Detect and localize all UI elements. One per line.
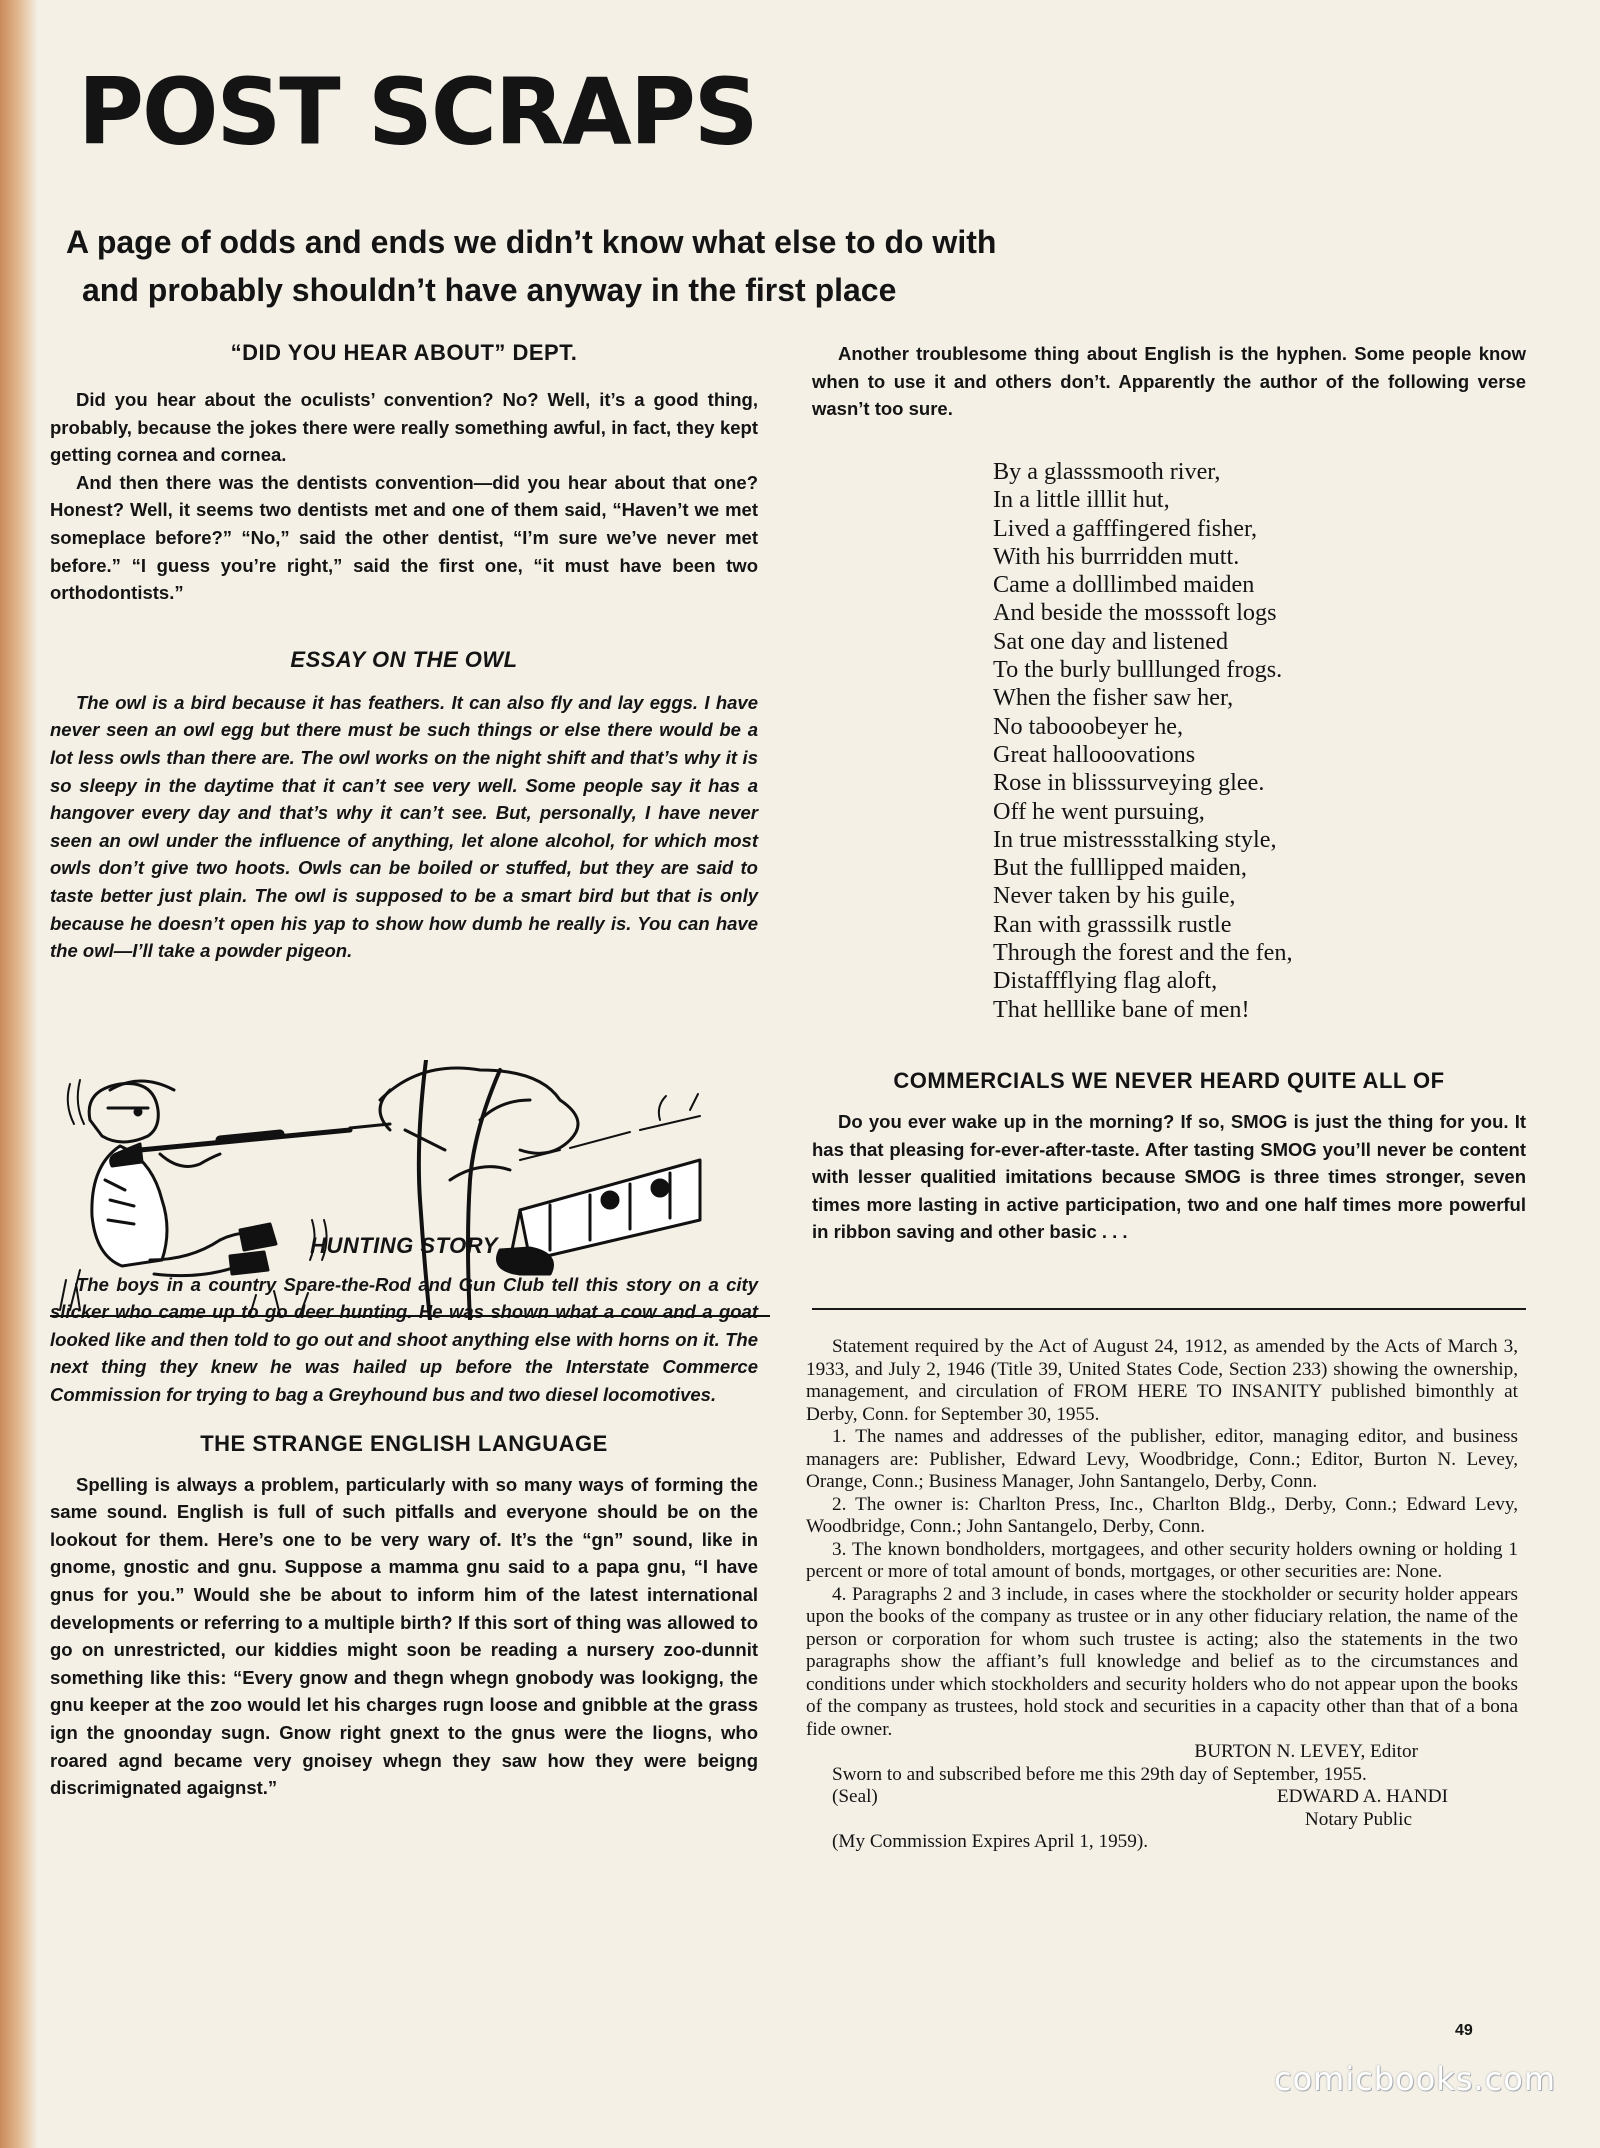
page-edge-shadow xyxy=(0,0,38,2148)
hunting-story: The boys in a country Spare-the-Rod and Gun Club tell this story on a city slicker who came up to go deer hunting. He was shown what a cow and a goat looked like and then told to go out and shoot anything else with horns on it. The next thing they knew he was hailed up before the Interstate Commerce Commission for trying to bag a Greyhound bus and two diesel locomotives. xyxy=(50,1273,758,1406)
poem-line: Great hallooovations xyxy=(993,740,1196,768)
hunting-heading: HUNTING STORY xyxy=(310,1232,498,1258)
statement-item-3: 3. The known bondholders, mortgagees, and other security holders owning or holding 1 percent or more of total amount of bonds, mortgages, or other securities are: None. xyxy=(806,1538,1518,1582)
notary-title: Notary Public xyxy=(1304,1808,1412,1830)
owl-heading: ESSAY ON THE OWL xyxy=(290,646,518,672)
ownership-statement xyxy=(806,1336,1518,1854)
poem-line: Off he went pursuing, xyxy=(993,797,1205,825)
english-essay: Spelling is always a problem, particularly with so many ways of forming the same sound. English is full of such pitfalls and everyone should be on the lookout for them. Here’s one to be very wary of. It’s the “gn” sound, like in gnome, gnostic and gnu. Suppose a mamma gnu said to a papa gnu, “I have gnus for you.” Would she be about to inform him of the latest international developments or referring to a multiple birth? If this sort of thing was allowed to go on unrestricted, our kiddies might soon be reading a nursery zoo-dunnit something like this: “Every gnow and thegn whegn gnobody was lookigng, the gnu keeper at the zoo would let his charges rugn loose and gnibble at the grass ign the gnoonday sugn. Gnow right gnext to the gnus were the liogns, who roared agnd became very gnoisey whegn they saw how they were beigng discrimignated agaignst.” xyxy=(50,1473,758,1799)
hyphen-poem xyxy=(993,458,1453,1024)
poem-line: With his burrridden mutt. xyxy=(993,542,1240,570)
commercials-text: Do you ever wake up in the morning? If so, SMOG is just the thing for you. It has that pleasing for-ever-after-taste. After tasting SMOG you’ll never be content with lesser qualitied imitations because SMOG is three times stronger, seven times more lasting in active participation, two and one half times more powerful in ribbon saving and other basic . . . xyxy=(812,1111,1526,1243)
statement-intro: Statement required by the Act of August 24, 1912, as amended by the Acts of March 3, 1933, and July 2, 1946 (Title 39, United States Code, Section 233) showing the ownership, management, and circulation of FROM HERE TO INSANITY published bimonthly at Derby, Conn. for September 30, 1955. xyxy=(806,1336,1518,1425)
hyphen-intro: Another troublesome thing about English is the hyphen. Some people know when to use it and others don’t. Apparently the author of the following verse wasn’t too sure. xyxy=(812,343,1526,420)
watermark: comicbooks.com xyxy=(1274,2060,1557,2098)
page-number: 49 xyxy=(1455,2022,1473,2039)
page-subtitle xyxy=(66,218,1326,314)
dept-heading: “DID YOU HEAR ABOUT” DEPT. xyxy=(230,340,578,365)
subtitle-line-1: A page of odds and ends we didn’t know what else to do with xyxy=(66,224,997,260)
poem-line: When the fisher saw her, xyxy=(993,684,1234,712)
notary-name: EDWARD A. HANDI xyxy=(1276,1786,1448,1807)
poem-line: Came a dolllimbed maiden xyxy=(993,571,1255,599)
poem-line: Lived a gafffingered fisher, xyxy=(993,514,1258,542)
poem-line: And beside the mosssoft logs xyxy=(993,599,1277,627)
right-column xyxy=(812,340,1526,423)
poem-line: In true mistressstalking style, xyxy=(993,825,1277,853)
section-divider xyxy=(812,1308,1526,1310)
poem-line: In a little illlit hut, xyxy=(993,486,1170,514)
commission-expiry: (My Commission Expires April 1, 1959). xyxy=(832,1831,1149,1852)
subtitle-line-2: and probably shouldn’t have anyway in the first place xyxy=(82,272,897,308)
poem-line: But the fulllipped maiden, xyxy=(993,854,1247,882)
statement-item-4: 4. Paragraphs 2 and 3 include, in cases where the stockholder or security holder appears upon the books of the company as trustee or in any other fiduciary relation, the name of the person or corporation for whom such trustee is acting; also the statements in the two paragraphs show the affiant’s full knowledge and belief as to the circumstances and conditions under which stockholders and security holders who do not appear upon the books of the company as trustees, hold stock and securities in a capacity other than that of a bona fide owner. xyxy=(806,1583,1518,1740)
poem-line: Through the forest and the fen, xyxy=(993,939,1293,967)
poem-line: Ran with grasssilk rustle xyxy=(993,910,1232,938)
poem-line: No tabooobeyer he, xyxy=(993,712,1184,740)
poem-line: Sat one day and listened xyxy=(993,627,1229,655)
poem-line: That helllike bane of men! xyxy=(993,995,1250,1023)
commercials-heading: COMMERCIALS WE NEVER HEARD QUITE ALL OF xyxy=(893,1068,1445,1093)
poem-line: Rose in blisssurveying glee. xyxy=(993,769,1265,797)
statement-item-1: 1. The names and addresses of the publisher, editor, managing editor, and business managers are: Publisher, Edward Levy, Woodbridge, Conn.; Editor, Burton N. Levey, Orange, Conn.; Business Manager, John Santangelo, Derby, Conn. xyxy=(806,1426,1518,1492)
poem-line: To the burly bulllunged frogs. xyxy=(993,656,1283,684)
poem-line: By a glasssmooth river, xyxy=(993,458,1221,485)
dept-paragraph-2: And then there was the dentists convention—did you hear about that one? Honest? Well, it seems two dentists met and one of them said, “Haven’t we met someplace before?” “No,” said the other dentist, “I’m sure we’ve never met before.” “I guess you’re right,” said the first one, “it must have been two orthodontists.” xyxy=(50,471,758,604)
page-title: POST SCRAPS xyxy=(78,58,757,167)
seal-row xyxy=(806,1786,1518,1809)
sworn-statement: Sworn to and subscribed before me this 29th day of September, 1955. xyxy=(832,1763,1367,1785)
editor-signature: BURTON N. LEVEY, Editor xyxy=(1194,1741,1418,1762)
owl-essay: The owl is a bird because it has feathers. It can also fly and lay eggs. I have never seen an owl egg but there must be such things or else there would be a lot less owls than there are. The owl works on the night shift and that’s why it is so sleepy in the daytime that it can’t see very well. Some people say it has a hangover every day and that’s why it can’t see. But, personally, I have never seen an owl under the influence of anything, let alone alcohol, for which most owls don’t give two hoots. Owls can be boiled or stuffed, but they are said to taste better just plain. The owl is supposed to be a smart bird but that is only because he doesn’t open his yap to show how dumb he really is. You can have the owl—I’ll take a powder pigeon. xyxy=(50,691,758,962)
english-heading: THE STRANGE ENGLISH LANGUAGE xyxy=(200,1430,608,1456)
poem-line: Never taken by his guile, xyxy=(993,882,1236,910)
dept-paragraph-1: Did you hear about the oculists’ convention? No? Well, it’s a good thing, probably, because the jokes there were really something awful, in fact, they kept getting cornea and cornea. xyxy=(50,389,758,466)
poem-line: Distaffflying flag aloft, xyxy=(993,967,1218,995)
hunting-cartoon-illustration xyxy=(50,1060,770,1320)
seal-label: (Seal) xyxy=(832,1786,878,1807)
statement-item-2: 2. The owner is: Charlton Press, Inc., Charlton Bldg., Derby, Conn.; Edward Levy, Woodbridge, Conn.; John Santangelo, Derby, Conn. xyxy=(806,1493,1518,1537)
commercials-section xyxy=(812,1068,1526,1246)
